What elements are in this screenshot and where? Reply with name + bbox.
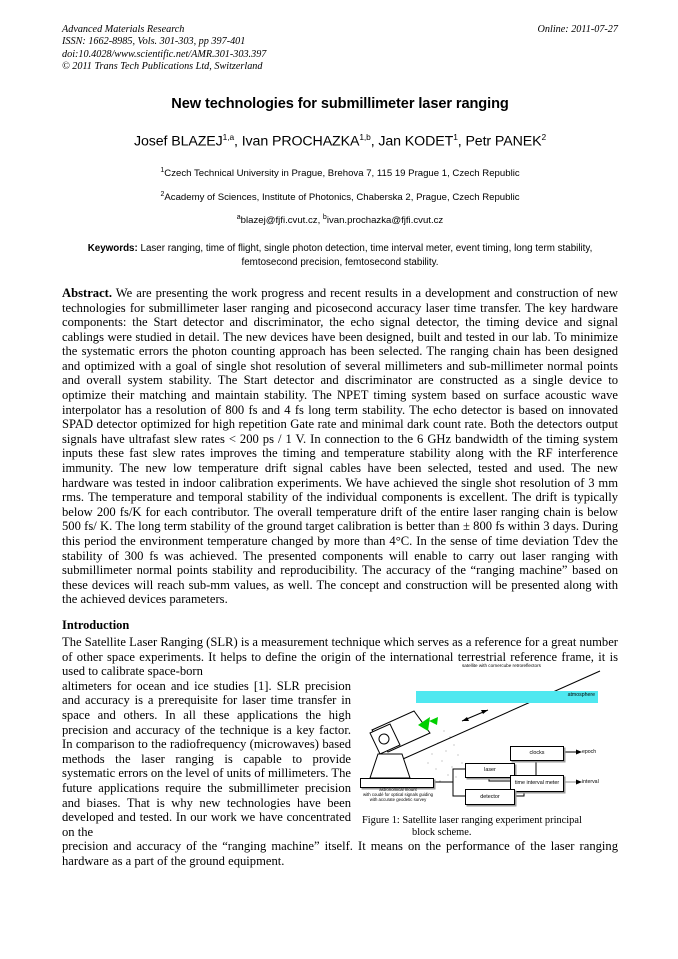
telescope-aperture-circle — [379, 734, 389, 744]
author-name-3: Jan KODET — [378, 133, 454, 150]
output-label-interval: interval — [582, 778, 599, 785]
email-address-a[interactable]: blazej@fjfi.cvut.cz, — [240, 214, 323, 226]
satellite-label: satellite with cornercube retroreflectors — [462, 662, 541, 668]
affiliation-2 — [62, 187, 618, 205]
block-laser: laser — [465, 763, 515, 778]
figure-caption-line-2: block scheme. — [412, 827, 472, 839]
section-heading-introduction: Introduction — [62, 617, 130, 632]
laser-beam-path-line — [394, 671, 600, 763]
author-affil-marker-4: 2 — [541, 131, 547, 142]
atmosphere-label: atmosphere — [567, 691, 595, 698]
abstract-label: Abstract. — [62, 285, 113, 300]
author-separator-1: , — [234, 133, 242, 150]
affiliation-marker-2: 2 — [160, 190, 165, 198]
issn-line: ISSN: 1662-8985, Vols. 301-303, pp 397-401 — [62, 36, 246, 48]
copyright-line: © 2011 Trans Tech Publications Ltd, Switzerland — [62, 61, 263, 73]
author-affil-marker-3: 1 — [453, 131, 458, 142]
block-clocks: clocks — [510, 746, 564, 761]
page-content — [62, 24, 618, 868]
keywords-block — [62, 242, 618, 270]
intro-paragraph-tail: precision and accuracy of the “ranging machine” itself. It means on the performance of the laser ranging hardware as a part of the ground equipment. — [62, 839, 618, 868]
mount-to-detector-line — [453, 782, 465, 796]
scatter-dots — [427, 730, 466, 781]
page-title: New technologies for submillimeter laser ranging — [171, 95, 509, 112]
doi-line: doi:10.4028/www.scientific.net/AMR.301-303.397 — [62, 48, 267, 60]
figure-1-caption — [358, 815, 620, 840]
email-marker-a: a — [236, 213, 241, 221]
email-address-b[interactable]: ivan.prochazka@fjfi.cvut.cz — [326, 214, 444, 226]
keywords-label: Keywords: — [87, 242, 138, 254]
abstract-block — [62, 286, 618, 607]
affiliation-text-2: Academy of Sciences, Institute of Photonics, Chaberska 2, Prague, Czech Republic — [164, 191, 520, 203]
author-emails — [62, 214, 618, 226]
beam-arrow-head-2 — [462, 717, 469, 721]
email-marker-b: b — [322, 213, 327, 221]
journal-name: Advanced Materials Research — [62, 24, 185, 35]
affiliation-marker-1: 1 — [160, 167, 165, 175]
author-affil-marker-1: 1,a — [222, 131, 235, 142]
laser-pulse-marker-2 — [429, 717, 438, 725]
beam-arrow-head — [481, 710, 488, 714]
atmosphere-band — [416, 691, 598, 703]
author-name-2: Ivan PROCHAZKA — [241, 133, 360, 150]
online-date: Online: 2011-07-27 — [537, 24, 618, 35]
figure-caption-line-1: Figure 1: Satellite laser ranging experiment principal — [362, 814, 582, 826]
mount-to-laser-line — [432, 769, 465, 782]
block-detector: detector — [465, 789, 515, 805]
author-list — [62, 132, 618, 150]
figure-1 — [358, 659, 620, 840]
author-name-1: Josef BLAZEJ — [133, 133, 223, 150]
author-separator-2: , — [370, 133, 379, 150]
block-time-interval-meter: time interval meter — [510, 775, 564, 792]
abstract-text: We are presenting the work progress and recent results in a development and construction of new technologies for submillimeter laser ranging and picosecond accuracy laser time transfer. The key hardware components: the Start detector and discriminator, the echo signal detector, the timing device and signal cablings were studied in detail. The new devices have been designed, built and tested in our lab. To minimize the systematic errors the photon counting approach has been selected. The ranging chain has been designed and optimized with a goal of single shot resolution of several millimeters and sub-millimeter normal points and overall system stability. The Start detector and discriminator are constructed as a single device to optimize their matching and maintain stability. The NPET timing system based on surface acoustic wave interpolator has a resolution of 800 fs and 4 fs long term stability. The echo detector is based on innovated SPAD detector optimized for high repetition Gate rate and minimal dark count rate. Both the detectors output signals have ultrafast slew rates < 200 ps / 1 V. In connection to the 6 GHz bandwidth of the timing system inputs these fast slew rates improves the timing and temperature stability along with the RF interference immunity. The new low temperature drift signal cables have been selected, tested and used. The new hardware was tested in indoor calibration experiments. We have achieved the single shot resolution of 3 mm rms. The temperature and temporal stability of the individual components is excellent. The drift is typically below 200 fs/K for each contributor. The overall temperature drift of the entire laser ranging chain is below 500 fs/ K. The long term stability of the ground target calibration is better than ± 800 fs within 3 days. During this period the environment temperature changed by more than 4°C. In the sense of time deviation Tdev the stability of 300 fs was achieved. The presented components will enable to carry out laser ranging with submillimeter normal points stability and reproducibility. The accuracy of the “ranging machine” based on these devices will reach sub-mm values, as well. The concept and construction will be presented along with the achieved devices parameters. — [62, 285, 618, 607]
author-separator-3: , — [457, 133, 466, 150]
affiliation-1 — [62, 163, 618, 181]
author-name-4: Petr PANEK — [465, 133, 542, 150]
intro-paragraph-column: altimeters for ocean and ice studies [1]. SLR precision and accuracy is a prerequisite for laser time transfer in space and others. In all these applications the high precision and accuracy of the technique is a key factor. In comparison to the radiofrequency (microwaves) based methods the laser ranging is capable to provide systematic errors on the level of units of millimeters. The future applications require the submillimeter precision and biases. That is why new technologies have been developed and tested. In our work we have concentrated on the — [62, 678, 351, 839]
author-affil-marker-2: 1,b — [359, 131, 371, 142]
intro-figure-row — [62, 662, 618, 840]
mount-caption — [356, 787, 440, 802]
mount-caption-line-3: with accurate geodetic survey — [369, 796, 427, 802]
keywords-text: Laser ranging, time of flight, single photon detection, time interval meter, event timing, long term stability, femtosecond precision, femtosecond stability. — [137, 242, 593, 268]
output-label-epoch: epoch — [582, 748, 597, 755]
mount-caption-line-1: astronomical mount — [379, 786, 417, 792]
telescope-pedestal — [370, 754, 410, 778]
mount-caption-line-2: with coudé for optical signals guiding — [363, 791, 433, 797]
affiliation-text-1: Czech Technical University in Prague, Brehova 7, 115 19 Prague 1, Czech Republic — [164, 168, 520, 180]
intro-paragraph-top: The Satellite Laser Ranging (SLR) is a measurement technique which serves as a reference for a great number of other space experiments. It helps to define the origin of the international terrestrial reference frame, it is used to calibrate space-born — [62, 634, 618, 679]
figure-1-canvas — [358, 659, 620, 811]
masthead — [62, 24, 618, 74]
